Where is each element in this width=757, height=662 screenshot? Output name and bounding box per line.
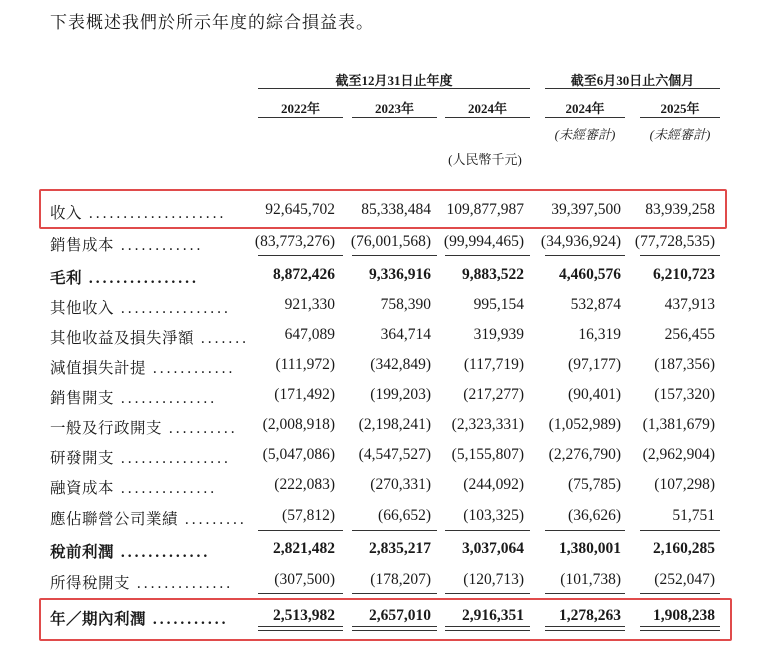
cell-value: 647,089 xyxy=(284,326,335,343)
subtotal-rule xyxy=(545,530,625,531)
cell-value: (307,500) xyxy=(274,571,335,588)
table-row xyxy=(0,262,757,292)
row-label-text: 銷售開支 xyxy=(50,390,115,407)
row-label xyxy=(50,416,238,438)
leader-dots: ......... xyxy=(178,511,247,528)
subtotal-rule xyxy=(640,255,720,256)
cell-value: 364,714 xyxy=(380,326,431,343)
cell-value: (1,381,679) xyxy=(642,416,715,433)
header-year-rule xyxy=(352,117,437,118)
row-label xyxy=(50,296,231,318)
leader-dots: ............ xyxy=(114,237,204,254)
cell-value: 8,872,426 xyxy=(273,266,335,283)
table-row xyxy=(0,412,757,442)
subtotal-rule xyxy=(445,530,530,531)
table-row xyxy=(0,503,757,533)
row-label-text: 其他收益及損失淨額 xyxy=(50,330,195,347)
header-group-year: 截至12月31日止年度 xyxy=(335,73,453,88)
cell-value: 109,877,987 xyxy=(446,201,524,218)
leader-dots: ............ xyxy=(146,360,236,377)
cell-value: (252,047) xyxy=(654,571,715,588)
cell-value: 16,319 xyxy=(578,326,621,343)
header-group-halfyear: 截至6月30日止六個月 xyxy=(570,73,695,88)
leader-dots: ............. xyxy=(114,544,211,561)
cell-value: (270,331) xyxy=(370,476,431,493)
intro-text: 下表概述我們於所示年度的綜合損益表。 xyxy=(50,13,374,32)
table-row xyxy=(0,536,757,566)
cell-value: 532,874 xyxy=(570,296,621,313)
leader-dots: ........... xyxy=(146,611,229,628)
row-label-text: 應佔聯營公司業績 xyxy=(50,511,179,528)
total-double-rule xyxy=(445,626,530,631)
cell-value: 4,460,576 xyxy=(559,266,621,283)
row-label-text: 所得稅開支 xyxy=(50,575,131,592)
cell-value: 1,908,238 xyxy=(653,607,715,624)
cell-value: (99,994,465) xyxy=(443,233,524,250)
header-year-rule xyxy=(545,117,625,118)
cell-value: (2,276,790) xyxy=(548,446,621,463)
cell-value: 2,160,285 xyxy=(653,540,715,557)
cell-value: (2,323,331) xyxy=(451,416,524,433)
cell-value: 92,645,702 xyxy=(265,201,335,218)
cell-value: (222,083) xyxy=(274,476,335,493)
table-row xyxy=(0,292,757,322)
table-row xyxy=(0,442,757,472)
row-label-text: 收入 xyxy=(50,205,83,222)
cell-value: 1,278,263 xyxy=(559,607,621,624)
cell-value: (90,401) xyxy=(568,386,621,403)
cell-value: 995,154 xyxy=(473,296,524,313)
cell-value: (75,785) xyxy=(568,476,621,493)
cell-value: 758,390 xyxy=(380,296,431,313)
table-row xyxy=(0,352,757,382)
cell-value: (66,652) xyxy=(378,507,431,524)
total-double-rule xyxy=(640,626,720,631)
subtotal-rule xyxy=(352,255,437,256)
cell-value: (101,738) xyxy=(560,571,621,588)
cell-value: (34,936,924) xyxy=(540,233,621,250)
subtotal-rule xyxy=(445,255,530,256)
cell-value: 83,939,258 xyxy=(645,201,715,218)
header-year-rule xyxy=(445,117,530,118)
row-label-text: 減值損失計提 xyxy=(50,360,147,377)
cell-value: (244,092) xyxy=(463,476,524,493)
cell-value: 437,913 xyxy=(664,296,715,313)
cell-value: (1,052,989) xyxy=(548,416,621,433)
cell-value: (97,177) xyxy=(568,356,621,373)
row-label-text: 一般及行政開支 xyxy=(50,420,163,437)
cell-value: 9,883,522 xyxy=(462,266,524,283)
header-half-2025: 2025年 xyxy=(660,101,700,116)
cell-value: 921,330 xyxy=(284,296,335,313)
header-half-2024: 2024年 xyxy=(565,101,605,116)
cell-value: 85,338,484 xyxy=(361,201,431,218)
row-label xyxy=(50,507,247,529)
cell-value: 9,336,916 xyxy=(369,266,431,283)
leader-dots: ................ xyxy=(82,270,199,287)
cell-value: 2,835,217 xyxy=(369,540,431,557)
header-year-rule xyxy=(640,117,720,118)
table-row xyxy=(0,472,757,502)
leader-dots: ................ xyxy=(114,450,231,467)
cell-value: (4,547,527) xyxy=(358,446,431,463)
cell-value: 3,037,064 xyxy=(462,540,524,557)
cell-value: (83,773,276) xyxy=(254,233,335,250)
subtotal-rule xyxy=(352,530,437,531)
cell-value: (57,812) xyxy=(282,507,335,524)
subtotal-rule xyxy=(258,593,343,594)
row-label-text: 年／期內利潤 xyxy=(50,611,147,628)
unaudited-note: (未經審計) xyxy=(649,127,711,142)
row-label xyxy=(50,540,210,562)
header-year-2022: 2022年 xyxy=(280,101,320,116)
unaudited-note: (未經審計) xyxy=(554,127,616,142)
total-double-rule xyxy=(258,626,343,631)
subtotal-rule xyxy=(445,593,530,594)
cell-value: 1,380,001 xyxy=(559,540,621,557)
cell-value: (111,972) xyxy=(275,356,335,373)
leader-dots: ....... xyxy=(194,330,250,347)
row-label xyxy=(50,356,235,378)
leader-dots: .............. xyxy=(130,575,234,592)
cell-value: (2,962,904) xyxy=(642,446,715,463)
subtotal-rule xyxy=(545,593,625,594)
cell-value: (342,849) xyxy=(370,356,431,373)
cell-value: (77,728,535) xyxy=(634,233,715,250)
subtotal-rule xyxy=(258,255,343,256)
cell-value: (217,277) xyxy=(463,386,524,403)
subtotal-rule xyxy=(258,530,343,531)
row-label-text: 銷售成本 xyxy=(50,237,115,254)
cell-value: (107,298) xyxy=(654,476,715,493)
leader-dots: .............. xyxy=(114,480,218,497)
cell-value: (2,198,241) xyxy=(358,416,431,433)
row-label xyxy=(50,326,249,348)
cell-value: (178,207) xyxy=(370,571,431,588)
header-year-2023: 2023年 xyxy=(374,101,414,116)
highlight-net-profit-row xyxy=(39,598,732,641)
total-double-rule xyxy=(352,626,437,631)
cell-value: (103,325) xyxy=(463,507,524,524)
row-label xyxy=(50,233,203,255)
subtotal-rule xyxy=(640,530,720,531)
cell-value: (199,203) xyxy=(370,386,431,403)
row-label-text: 研發開支 xyxy=(50,450,115,467)
cell-value: (157,320) xyxy=(654,386,715,403)
header-year-rule xyxy=(258,117,343,118)
total-double-rule xyxy=(545,626,625,631)
leader-dots: .................... xyxy=(82,205,227,222)
cell-value: (171,492) xyxy=(274,386,335,403)
row-label-text: 毛利 xyxy=(50,270,83,287)
table-row xyxy=(0,322,757,352)
table-row xyxy=(0,382,757,412)
cell-value: 256,455 xyxy=(664,326,715,343)
row-label-text: 融資成本 xyxy=(50,480,115,497)
row-label-text: 其他收入 xyxy=(50,300,115,317)
cell-value: 39,397,500 xyxy=(551,201,621,218)
cell-value: (117,719) xyxy=(463,356,524,373)
header-group-year-rule xyxy=(258,88,530,89)
cell-value: (2,008,918) xyxy=(262,416,335,433)
highlight-revenue-row xyxy=(39,189,727,229)
currency-unit: (人民幣千元) xyxy=(448,152,522,167)
leader-dots: .............. xyxy=(114,390,218,407)
cell-value: 2,657,010 xyxy=(369,607,431,624)
cell-value: (76,001,568) xyxy=(350,233,431,250)
cell-value: 6,210,723 xyxy=(653,266,715,283)
header-year-2024: 2024年 xyxy=(467,101,507,116)
row-label xyxy=(50,571,233,593)
leader-dots: .......... xyxy=(162,420,238,437)
row-label xyxy=(50,386,217,408)
subtotal-rule xyxy=(352,593,437,594)
cell-value: 319,939 xyxy=(473,326,524,343)
row-label xyxy=(50,476,217,498)
cell-value: (120,713) xyxy=(463,571,524,588)
cell-value: 2,513,982 xyxy=(273,607,335,624)
cell-value: (187,356) xyxy=(654,356,715,373)
cell-value: (36,626) xyxy=(568,507,621,524)
cell-value: 51,751 xyxy=(672,507,715,524)
row-label xyxy=(50,266,199,288)
cell-value: (5,155,807) xyxy=(451,446,524,463)
cell-value: 2,821,482 xyxy=(273,540,335,557)
leader-dots: ................ xyxy=(114,300,231,317)
row-label xyxy=(50,446,231,468)
subtotal-rule xyxy=(640,593,720,594)
row-label-text: 稅前利潤 xyxy=(50,544,115,561)
subtotal-rule xyxy=(545,255,625,256)
header-group-halfyear-rule xyxy=(545,88,720,89)
cell-value: (5,047,086) xyxy=(262,446,335,463)
cell-value: 2,916,351 xyxy=(462,607,524,624)
